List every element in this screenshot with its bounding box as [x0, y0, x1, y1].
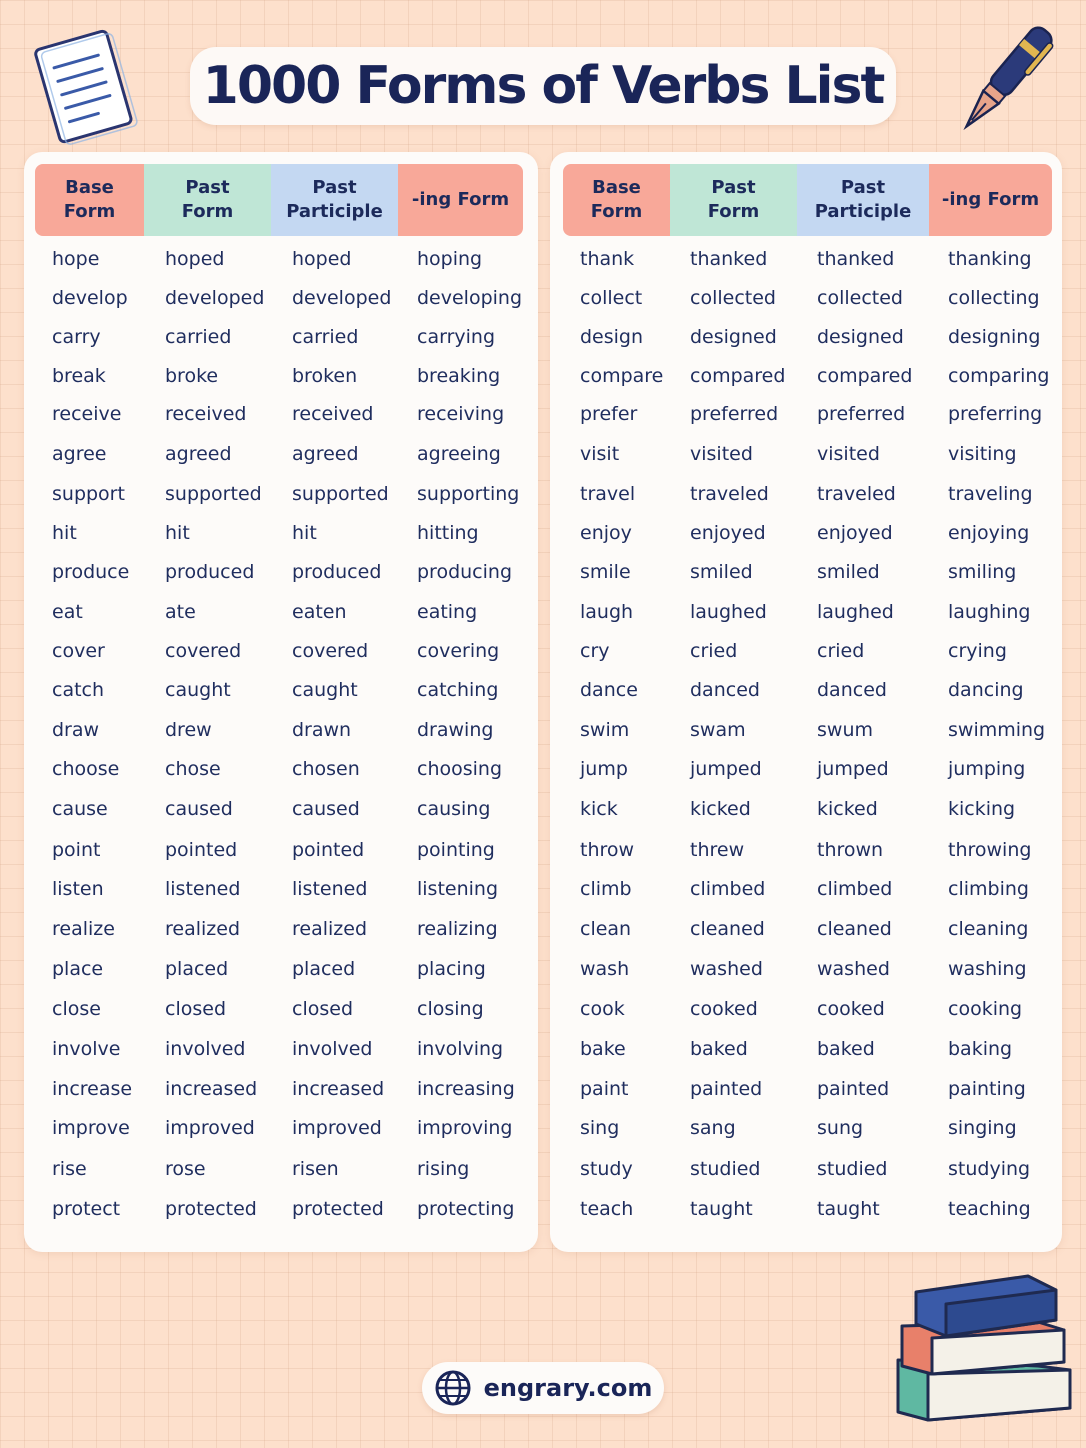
- cell-past-participle: realized: [292, 917, 368, 940]
- cell-past-form: painted: [690, 1077, 763, 1100]
- cell-ing-form: comparing: [948, 364, 1050, 387]
- cell-ing-form: dancing: [948, 678, 1024, 701]
- cell-past-participle: caused: [292, 797, 360, 820]
- cell-base-form: produce: [52, 560, 130, 583]
- table-row: [24, 1030, 538, 1068]
- table-row: [550, 750, 1062, 788]
- header-past-form: Past Form: [670, 164, 797, 236]
- table-row: [550, 1109, 1062, 1147]
- cell-base-form: place: [52, 957, 104, 980]
- cell-past-form: supported: [165, 482, 262, 505]
- table-row: [24, 593, 538, 631]
- cell-ing-form: preferring: [948, 402, 1043, 425]
- cell-base-form: cry: [580, 639, 610, 662]
- cell-ing-form: catching: [417, 678, 499, 701]
- table-row: [550, 632, 1062, 670]
- cell-past-form: produced: [165, 560, 255, 583]
- cell-past-participle: traveled: [817, 482, 896, 505]
- table-row: [24, 711, 538, 749]
- table-row: [550, 240, 1062, 278]
- cell-base-form: increase: [52, 1077, 133, 1100]
- cell-past-form: pointed: [165, 838, 238, 861]
- cell-past-form: kicked: [690, 797, 751, 820]
- cell-past-participle: hit: [292, 521, 317, 544]
- cell-past-form: visited: [690, 442, 753, 465]
- cell-base-form: hope: [52, 247, 100, 270]
- cell-ing-form: climbing: [948, 877, 1029, 900]
- cell-base-form: bake: [580, 1037, 626, 1060]
- cell-base-form: visit: [580, 442, 620, 465]
- cell-past-form: collected: [690, 286, 776, 309]
- table-row: [550, 671, 1062, 709]
- cell-past-form: traveled: [690, 482, 769, 505]
- cell-ing-form: supporting: [417, 482, 520, 505]
- cell-ing-form: thanking: [948, 247, 1032, 270]
- cell-ing-form: producing: [417, 560, 513, 583]
- cell-ing-form: cleaning: [948, 917, 1029, 940]
- header-past-participle: Past Participle: [271, 164, 398, 236]
- cell-ing-form: visiting: [948, 442, 1017, 465]
- page-title: 1000 Forms of Verbs List: [202, 56, 884, 116]
- cell-past-form: rose: [165, 1157, 206, 1180]
- cell-past-participle: chosen: [292, 757, 360, 780]
- cell-ing-form: improving: [417, 1116, 513, 1139]
- table-row: [550, 553, 1062, 591]
- cell-base-form: smile: [580, 560, 631, 583]
- cell-base-form: sing: [580, 1116, 620, 1139]
- verbs-table-right: [550, 152, 1062, 1252]
- cell-past-participle: swum: [817, 718, 873, 741]
- cell-base-form: design: [580, 325, 644, 348]
- table-row: [24, 1150, 538, 1188]
- cell-past-form: swam: [690, 718, 746, 741]
- table-row: [24, 1190, 538, 1228]
- cell-past-form: closed: [165, 997, 226, 1020]
- cell-past-form: hit: [165, 521, 190, 544]
- table-row: [24, 671, 538, 709]
- table-row: [550, 711, 1062, 749]
- cell-ing-form: singing: [948, 1116, 1017, 1139]
- cell-past-participle: danced: [817, 678, 887, 701]
- cell-base-form: realize: [52, 917, 115, 940]
- table-row: [550, 1070, 1062, 1108]
- cell-base-form: carry: [52, 325, 101, 348]
- cell-past-form: sang: [690, 1116, 736, 1139]
- cell-ing-form: crying: [948, 639, 1007, 662]
- cell-past-participle: involved: [292, 1037, 373, 1060]
- cell-ing-form: swimming: [948, 718, 1046, 741]
- cell-past-participle: smiled: [817, 560, 880, 583]
- cell-past-participle: compared: [817, 364, 913, 387]
- table-row: [550, 790, 1062, 828]
- cell-ing-form: smiling: [948, 560, 1017, 583]
- table-row: [24, 831, 538, 869]
- cell-past-form: laughed: [690, 600, 767, 623]
- cell-base-form: eat: [52, 600, 83, 623]
- cell-past-form: threw: [690, 838, 745, 861]
- cell-ing-form: jumping: [948, 757, 1026, 780]
- cell-past-participle: cooked: [817, 997, 885, 1020]
- cell-past-participle: painted: [817, 1077, 890, 1100]
- cell-past-form: carried: [165, 325, 232, 348]
- table-row: [550, 475, 1062, 513]
- table-row: [550, 279, 1062, 317]
- books-icon: [888, 1270, 1078, 1425]
- cell-base-form: develop: [52, 286, 128, 309]
- table-row: [24, 750, 538, 788]
- cell-ing-form: covering: [417, 639, 500, 662]
- table-row: [24, 790, 538, 828]
- cell-past-form: danced: [690, 678, 760, 701]
- cell-base-form: break: [52, 364, 106, 387]
- cell-base-form: laugh: [580, 600, 634, 623]
- table-header: [35, 164, 523, 236]
- cell-ing-form: painting: [948, 1077, 1026, 1100]
- cell-past-participle: taught: [817, 1197, 880, 1220]
- table-row: [550, 870, 1062, 908]
- cell-past-participle: risen: [292, 1157, 339, 1180]
- pen-icon: [944, 14, 1066, 144]
- cell-ing-form: traveling: [948, 482, 1033, 505]
- cell-base-form: involve: [52, 1037, 121, 1060]
- cell-past-participle: listened: [292, 877, 368, 900]
- cell-ing-form: studying: [948, 1157, 1031, 1180]
- cell-past-participle: designed: [817, 325, 904, 348]
- cell-ing-form: collecting: [948, 286, 1040, 309]
- cell-ing-form: hoping: [417, 247, 483, 270]
- cell-past-participle: developed: [292, 286, 392, 309]
- cell-base-form: catch: [52, 678, 105, 701]
- cell-ing-form: developing: [417, 286, 523, 309]
- table-row: [550, 357, 1062, 395]
- cell-past-participle: thanked: [817, 247, 895, 270]
- cell-past-form: listened: [165, 877, 241, 900]
- cell-past-form: cooked: [690, 997, 758, 1020]
- cell-past-participle: hoped: [292, 247, 352, 270]
- cell-past-form: washed: [690, 957, 763, 980]
- cell-past-form: realized: [165, 917, 241, 940]
- header-ing-form: -ing Form: [929, 164, 1052, 236]
- cell-base-form: thank: [580, 247, 635, 270]
- cell-base-form: protect: [52, 1197, 121, 1220]
- cell-past-form: preferred: [690, 402, 779, 425]
- cell-base-form: wash: [580, 957, 630, 980]
- table-row: [24, 357, 538, 395]
- cell-past-participle: collected: [817, 286, 903, 309]
- table-row: [24, 435, 538, 473]
- cell-past-form: smiled: [690, 560, 753, 583]
- cell-past-form: climbed: [690, 877, 766, 900]
- table-row: [24, 990, 538, 1028]
- cell-past-form: baked: [690, 1037, 748, 1060]
- cell-ing-form: eating: [417, 600, 478, 623]
- table-row: [24, 279, 538, 317]
- table-row: [24, 395, 538, 433]
- table-row: [550, 395, 1062, 433]
- cell-past-form: cleaned: [690, 917, 765, 940]
- cell-base-form: agree: [52, 442, 107, 465]
- header-ing-form: -ing Form: [398, 164, 523, 236]
- table-row: [24, 1109, 538, 1147]
- cell-ing-form: increasing: [417, 1077, 515, 1100]
- cell-ing-form: receiving: [417, 402, 505, 425]
- cell-ing-form: hitting: [417, 521, 479, 544]
- cell-base-form: prefer: [580, 402, 638, 425]
- cell-past-participle: jumped: [817, 757, 889, 780]
- cell-base-form: support: [52, 482, 125, 505]
- cell-past-participle: thrown: [817, 838, 884, 861]
- cell-past-form: drew: [165, 718, 212, 741]
- cell-ing-form: cooking: [948, 997, 1023, 1020]
- cell-base-form: listen: [52, 877, 104, 900]
- notepad-icon: [24, 24, 146, 146]
- cell-base-form: dance: [580, 678, 638, 701]
- cell-base-form: study: [580, 1157, 633, 1180]
- cell-past-participle: cried: [817, 639, 865, 662]
- header-base-form: Base Form: [563, 164, 670, 236]
- table-row: [24, 1070, 538, 1108]
- cell-ing-form: carrying: [417, 325, 496, 348]
- cell-past-participle: pointed: [292, 838, 365, 861]
- cell-past-participle: studied: [817, 1157, 888, 1180]
- cell-base-form: cover: [52, 639, 105, 662]
- cell-base-form: choose: [52, 757, 120, 780]
- cell-past-participle: climbed: [817, 877, 893, 900]
- table-row: [24, 475, 538, 513]
- cell-base-form: jump: [580, 757, 628, 780]
- cell-past-form: taught: [690, 1197, 753, 1220]
- cell-base-form: enjoy: [580, 521, 632, 544]
- cell-past-participle: eaten: [292, 600, 347, 623]
- cell-past-participle: received: [292, 402, 374, 425]
- cell-past-form: designed: [690, 325, 777, 348]
- table-row: [24, 910, 538, 948]
- table-row: [24, 240, 538, 278]
- table-header: [563, 164, 1052, 236]
- table-row: [550, 593, 1062, 631]
- cell-past-participle: baked: [817, 1037, 875, 1060]
- header-base-form: Base Form: [35, 164, 144, 236]
- cell-past-form: ate: [165, 600, 196, 623]
- cell-base-form: compare: [580, 364, 664, 387]
- table-row: [24, 553, 538, 591]
- cell-past-form: studied: [690, 1157, 761, 1180]
- cell-ing-form: closing: [417, 997, 484, 1020]
- cell-ing-form: teaching: [948, 1197, 1031, 1220]
- cell-past-participle: improved: [292, 1116, 382, 1139]
- cell-past-form: received: [165, 402, 247, 425]
- cell-base-form: point: [52, 838, 101, 861]
- cell-past-participle: carried: [292, 325, 359, 348]
- table-row: [24, 950, 538, 988]
- cell-ing-form: enjoying: [948, 521, 1030, 544]
- table-row: [550, 831, 1062, 869]
- table-row: [550, 1030, 1062, 1068]
- cell-base-form: paint: [580, 1077, 629, 1100]
- cell-base-form: draw: [52, 718, 100, 741]
- cell-ing-form: choosing: [417, 757, 503, 780]
- cell-past-form: placed: [165, 957, 229, 980]
- cell-base-form: close: [52, 997, 101, 1020]
- cell-past-participle: closed: [292, 997, 353, 1020]
- cell-past-participle: increased: [292, 1077, 385, 1100]
- table-row: [550, 950, 1062, 988]
- table-row: [24, 870, 538, 908]
- cell-past-participle: placed: [292, 957, 356, 980]
- table-row: [24, 514, 538, 552]
- table-row: [550, 435, 1062, 473]
- cell-past-participle: visited: [817, 442, 880, 465]
- cell-ing-form: placing: [417, 957, 486, 980]
- cell-past-form: jumped: [690, 757, 762, 780]
- cell-ing-form: agreeing: [417, 442, 501, 465]
- cell-past-form: broke: [165, 364, 219, 387]
- cell-ing-form: washing: [948, 957, 1027, 980]
- cell-past-form: covered: [165, 639, 242, 662]
- cell-base-form: improve: [52, 1116, 130, 1139]
- cell-base-form: throw: [580, 838, 635, 861]
- cell-ing-form: involving: [417, 1037, 504, 1060]
- cell-base-form: climb: [580, 877, 632, 900]
- cell-ing-form: throwing: [948, 838, 1032, 861]
- cell-ing-form: designing: [948, 325, 1041, 348]
- cell-base-form: receive: [52, 402, 122, 425]
- table-row: [550, 910, 1062, 948]
- cell-past-participle: produced: [292, 560, 382, 583]
- cell-base-form: kick: [580, 797, 618, 820]
- table-row: [550, 990, 1062, 1028]
- cell-past-participle: sung: [817, 1116, 864, 1139]
- cell-past-participle: kicked: [817, 797, 878, 820]
- cell-past-participle: washed: [817, 957, 890, 980]
- cell-base-form: cook: [580, 997, 625, 1020]
- cell-past-participle: preferred: [817, 402, 906, 425]
- cell-past-form: hoped: [165, 247, 225, 270]
- cell-past-participle: drawn: [292, 718, 352, 741]
- cell-ing-form: breaking: [417, 364, 501, 387]
- cell-base-form: clean: [580, 917, 632, 940]
- cell-past-form: chose: [165, 757, 221, 780]
- cell-ing-form: realizing: [417, 917, 498, 940]
- table-row: [24, 632, 538, 670]
- cell-past-participle: caught: [292, 678, 358, 701]
- cell-past-form: increased: [165, 1077, 258, 1100]
- cell-ing-form: causing: [417, 797, 491, 820]
- header-past-form: Past Form: [144, 164, 271, 236]
- cell-past-participle: covered: [292, 639, 369, 662]
- cell-past-form: cried: [690, 639, 738, 662]
- cell-past-form: caught: [165, 678, 231, 701]
- website-link[interactable]: engrary.com: [483, 1374, 653, 1402]
- cell-past-form: caused: [165, 797, 233, 820]
- header-past-participle: Past Participle: [797, 164, 929, 236]
- cell-past-participle: supported: [292, 482, 389, 505]
- table-row: [550, 318, 1062, 356]
- cell-past-form: protected: [165, 1197, 257, 1220]
- cell-base-form: rise: [52, 1157, 87, 1180]
- cell-past-participle: enjoyed: [817, 521, 893, 544]
- cell-ing-form: baking: [948, 1037, 1013, 1060]
- cell-past-form: enjoyed: [690, 521, 766, 544]
- title-banner: [190, 47, 896, 125]
- cell-ing-form: laughing: [948, 600, 1031, 623]
- cell-base-form: hit: [52, 521, 77, 544]
- cell-past-form: compared: [690, 364, 786, 387]
- cell-past-participle: agreed: [292, 442, 359, 465]
- table-row: [550, 1150, 1062, 1188]
- cell-base-form: cause: [52, 797, 108, 820]
- table-row: [550, 1190, 1062, 1228]
- cell-past-participle: broken: [292, 364, 358, 387]
- cell-base-form: teach: [580, 1197, 634, 1220]
- globe-icon: [434, 1369, 472, 1407]
- cell-ing-form: kicking: [948, 797, 1016, 820]
- cell-ing-form: drawing: [417, 718, 494, 741]
- cell-ing-form: pointing: [417, 838, 495, 861]
- table-row: [550, 514, 1062, 552]
- table-row: [24, 318, 538, 356]
- cell-ing-form: rising: [417, 1157, 470, 1180]
- cell-past-form: improved: [165, 1116, 255, 1139]
- cell-past-participle: cleaned: [817, 917, 892, 940]
- cell-base-form: travel: [580, 482, 636, 505]
- cell-past-form: thanked: [690, 247, 768, 270]
- website-badge[interactable]: [422, 1362, 664, 1414]
- cell-ing-form: protecting: [417, 1197, 515, 1220]
- cell-past-form: agreed: [165, 442, 232, 465]
- cell-base-form: swim: [580, 718, 630, 741]
- cell-base-form: collect: [580, 286, 643, 309]
- cell-ing-form: listening: [417, 877, 499, 900]
- cell-past-participle: laughed: [817, 600, 894, 623]
- cell-past-form: involved: [165, 1037, 246, 1060]
- cell-past-form: developed: [165, 286, 265, 309]
- cell-past-participle: protected: [292, 1197, 384, 1220]
- verbs-table-left: [24, 152, 538, 1252]
